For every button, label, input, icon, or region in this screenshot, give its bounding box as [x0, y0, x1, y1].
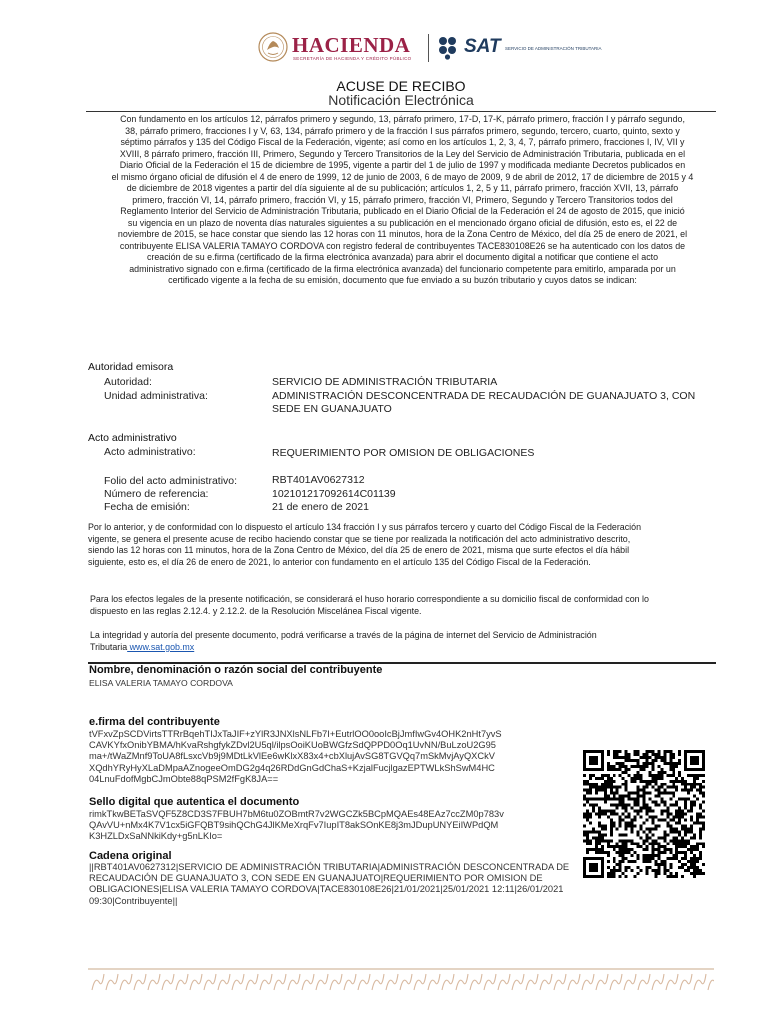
header-logos	[0, 28, 768, 68]
unidad-value-line1: ADMINISTRACIÓN DESCONCENTRADA DE RECAUDACIÓN DE GUANAJUATO 3, CON	[272, 390, 696, 402]
unidad-value-line2: SEDE EN GUANAJUATO	[272, 403, 392, 415]
cadena-line: OBLIGACIONES|ELISA VALERIA TAMAYO CORDOVA|TACE830108E26|21/01/2021|25/01/2021 12:11|26/01/2021	[89, 884, 564, 895]
efirma-block	[89, 729, 577, 785]
sat-dots-icon	[438, 36, 462, 60]
cadena-line: 09:30|Contribuyente||	[89, 895, 178, 906]
acto-administrativo-heading: Acto administrativo	[88, 432, 177, 444]
timezone-paragraph	[90, 594, 715, 617]
autoridad-emisora-heading: Autoridad emisora	[88, 361, 174, 373]
sello-line: K3HZLDxSaNNkiKdy+g5nLKIo=	[89, 831, 223, 842]
autoridad-label: Autoridad:	[104, 376, 152, 388]
document-title: ACUSE DE RECIBO	[336, 78, 466, 94]
cadena-block	[89, 862, 577, 907]
notification-line: Por lo anterior, y de conformidad con lo dispuesto el artículo 134 fracción I y sus párrafos tercero y cuarto del Código Fiscal de la Federación	[88, 522, 642, 532]
timezone-line: Para los efectos legales de la presente notificación, se considerará el huso horario correspondiente a su domicilio fiscal de conformidad con lo	[90, 594, 649, 604]
cadena-heading: Cadena original	[89, 850, 172, 862]
cadena-line: RECAUDACIÓN DE GUANAJUATO 3, CON SEDE EN GUANAJUATO|REQUERIMIENTO POR OMISION DE	[89, 873, 543, 884]
hacienda-logo-subtitle: SECRETARÍA DE HACIENDA Y CRÉDITO PÚBLICO	[293, 56, 412, 61]
intro-line: Diario Oficial de la Federación el 15 de diciembre de 1995, vigente a partir del 1 de julio de 1997 y modificada mediante Decretos publicados en	[119, 160, 686, 170]
mexican-seal-icon	[258, 32, 288, 62]
cadena-line: ||RBT401AV0627312|SERVICIO DE ADMINISTRACIÓN TRIBUTARIA|ADMINISTRACIÓN DESCONCENTRADA DE	[89, 862, 570, 872]
title-divider	[86, 111, 716, 112]
contribuyente-heading: Nombre, denominación o razón social del contribuyente	[89, 664, 383, 676]
intro-line: creación de su e.firma (certificado de la firma electrónica avanzada) para abrir el documento digital a notificar que contiene el acto	[146, 252, 659, 262]
document-subtitle: Notificación Electrónica	[328, 92, 474, 108]
intro-line: administrativo signado con e.firma (certificado de la firma electrónica avanzada) del funcionario competente para emitirlo, amparada por un	[129, 263, 676, 274]
sello-heading: Sello digital que autentica el documento	[89, 796, 300, 808]
fecha-label: Fecha de emisión:	[104, 501, 190, 513]
verification-prefix: Tributaria	[90, 641, 128, 652]
sat-website-link[interactable]: www.sat.gob.mx	[127, 641, 195, 652]
sello-line: rimkTkwBETaSVQF5Z8CD3S7FBUH7bM6tu0ZOBmtR7v2WGCZk5BCpMQAEs48EAz7ccZM0p783v	[89, 809, 504, 819]
efirma-line: tVFxvZpSCDVirtsTTRrBqehTIJxTaJIF+zYlR3JNXlsNLFb7I+EutrlOO0ooIcBjJmfIwGv4OHK2nHt7yvS	[89, 729, 502, 739]
intro-line: noviembre de 2015, se hace constar que siendo las 12 horas con 11 minutos, hora de la Zona Centro de México, del día 25 de enero de 2021, el	[117, 229, 688, 239]
intro-line: XVIII, 8 párrafo primero, fracción III, Primero, Segundo y Tercero Transitorios de la Ley del Servicio de Administración Tributaria, publicada en el	[119, 148, 686, 159]
efirma-heading: e.firma del contribuyente	[89, 716, 220, 728]
sat-logo-text: SAT	[464, 36, 501, 57]
intro-line: su vigencia en un plazo de noventa días naturales siguientes a su publicación en el mencionado órgano oficial de difusión, esto es, el 22 de	[127, 217, 678, 228]
timezone-line: dispuesto en las reglas 2.12.4. y 2.12.2. de la Resolución Miscelánea Fiscal vigente.	[90, 605, 422, 616]
sello-line: QAvVU+nMx4K7V1cx5iGFQBT9sihQChG4JlKMeXrqFv7IupIT8akSOnKE8j3mJDupUNYEiIWPdQM	[89, 820, 499, 831]
notification-line: siguiente, esto es, el día 26 de enero de 2021, lo anterior con fundamento en el artículo 135 del Código Fiscal de la Federación.	[88, 556, 591, 567]
intro-line: primero, fracción VI, 14, párrafo primero, fracción VI, y 15, párrafo primero, fracción VI, Primero, Segundo y Tercero Transitorios todos del	[132, 194, 673, 205]
sello-block	[89, 809, 577, 843]
notification-line: siendo las 12 horas con 11 minutos, hora de la Zona Centro de México, del día 25 de enero de 2021, misma que surte efectos el día hábil	[88, 545, 630, 555]
efirma-line: ma+/tWaZMnf9ToUA8fLsxcVb9j9MDtLkVlEe6wKlxX83x4+cbXlujAvSG8TGVQq7mSkMvjAyQXCkV	[89, 751, 495, 762]
unidad-label: Unidad administrativa:	[104, 390, 208, 402]
verification-line-2	[90, 642, 715, 654]
logo-divider	[428, 34, 429, 62]
referencia-value: 102101217092614C01139	[272, 488, 396, 500]
intro-line: séptimo párrafos y 135 del Código Fiscal de la Federación, vigente; así como en los artículos 1, 2, 3, 4, 7, párrafo primero, fracciones I, IV, VII y	[120, 137, 685, 147]
intro-line: Con fundamento en los artículos 12, párrafos primero y segundo, 13, párrafo primero, 17-D, 17-K, párrafo primero, fracción I y párrafo segundo,	[120, 114, 685, 124]
notification-line: vigente, se genera el presente acuse de recibo haciendo constar que se tiene por realizada la notificación del acto administrativo descrito,	[88, 533, 631, 544]
referencia-label: Número de referencia:	[104, 488, 209, 500]
intro-line: 38, párrafo primero, fracciones I y V, 63, 134, párrafo primero y de la fracción I sus párrafos primero, segundo, tercero, cuarto, quinto, sexto y	[125, 125, 680, 136]
intro-line: el mismo órgano oficial de difusión el 4 de enero de 1999, 12 de junio de 2003, 6 de mayo de 2009, 9 de abril de 2012, 17 de diciembre de 2015 y 4	[111, 171, 694, 182]
verification-paragraph	[90, 630, 715, 653]
hacienda-logo-text: HACIENDA	[292, 33, 411, 57]
folio-value: RBT401AV0627312	[272, 474, 365, 486]
intro-line: certificado vigente a la fecha de su emisión, documento que fue enviado a su buzón tributario y cuyos datos se indican:	[168, 275, 637, 285]
qr-code-icon	[583, 750, 705, 878]
intro-line: contribuyente ELISA VALERIA TAMAYO CORDOVA con registro federal de contribuyentes TACE830108E26 se ha autenticado con los datos de	[119, 240, 686, 251]
notification-paragraph	[88, 522, 717, 568]
verification-line: La integridad y autoría del presente documento, podrá verificarse a través de la página de internet del Servicio de Administración	[90, 630, 597, 640]
intro-paragraph	[88, 114, 717, 287]
autoridad-value: SERVICIO DE ADMINISTRACIÓN TRIBUTARIA	[272, 376, 498, 388]
fecha-value: 21 de enero de 2021	[272, 501, 369, 513]
efirma-line: 04LnuFdofMgbCJmObte88qPSM2fFgK8JA==	[89, 773, 279, 784]
decorative-pattern-icon	[88, 968, 714, 998]
acto-value: REQUERIMIENTO POR OMISION DE OBLIGACIONES	[272, 447, 535, 459]
intro-line: de diciembre de 2018 vigentes a partir del día siguiente al de su publicación; artículos 1, 2, 5 y 11, párrafo primero, fracción XVII, 13, párrafo	[126, 183, 679, 193]
folio-label: Folio del acto administrativo:	[104, 475, 238, 487]
efirma-line: CAVKYfxOnibYBMA/hKvaRshgfykZDvl2U5ql/ilpsOoiKUoBWGfzSdQPPD0Oq1UvNN/BuLzoU2G95	[89, 740, 496, 751]
acto-label: Acto administrativo:	[104, 446, 196, 458]
sat-logo-subtitle: SERVICIO DE ADMINISTRACIÓN TRIBUTARIA	[505, 46, 602, 51]
contribuyente-name: ELISA VALERIA TAMAYO CORDOVA	[89, 678, 233, 688]
efirma-line: XQdhYRyHyXLaDMpaAZnogeeOmDG2g4q26RDdGnGdChaS+KzjalFucjlgazEPTWLkShSwM4HC	[89, 762, 495, 773]
intro-line: Reglamento Interior del Servicio de Administración Tributaria, publicado en el Diario Oficial de la Federación el 24 de agosto de 2015, que inició	[120, 206, 685, 216]
